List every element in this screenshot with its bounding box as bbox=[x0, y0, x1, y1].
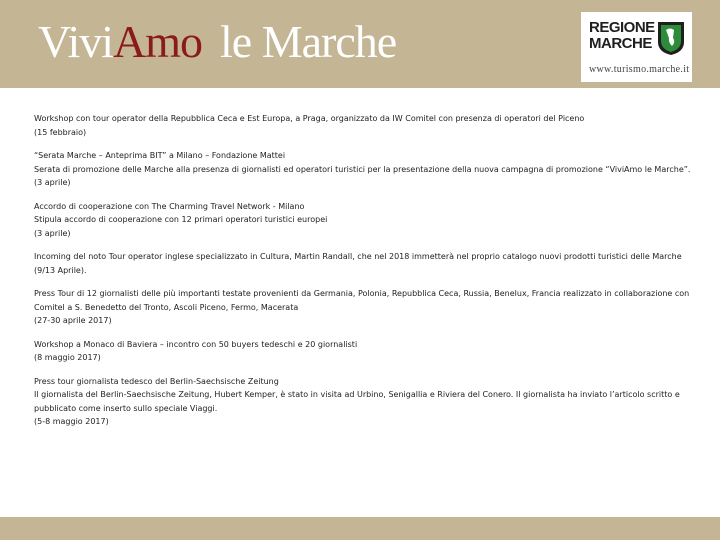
entry-text: Serata di promozione delle Marche alla presenza di giornalisti ed operatori turistici per la presentazione della nuova campagna di promozione “ViviAmo le Marche”. bbox=[34, 164, 691, 174]
entry-title: “Serata Marche – Anteprima BIT” a Milano – Fondazione Mattei bbox=[34, 151, 286, 160]
logo-line-marche: MARCHE bbox=[589, 35, 652, 52]
list-item bbox=[34, 149, 694, 190]
entry-title: Accordo di cooperazione con The Charming Travel Network - Milano bbox=[34, 201, 305, 211]
entry-date: (5-8 maggio 2017) bbox=[34, 417, 109, 426]
entry-title: Press tour giornalista tedesco del Berlin-Saechsische Zeitung bbox=[34, 376, 279, 386]
list-item bbox=[34, 112, 694, 139]
entry-text: Stipula accordo di cooperazione con 12 primari operatori turistici europei bbox=[34, 215, 328, 224]
footer-bar bbox=[0, 517, 720, 540]
entry-date: (9/13 Aprile). bbox=[34, 265, 87, 275]
regione-marche-logo bbox=[581, 12, 692, 82]
brand-title-vivi: Vivi bbox=[38, 16, 114, 67]
entry-date: (27-30 aprile 2017) bbox=[34, 316, 112, 325]
entry-date: (3 aprile) bbox=[34, 178, 71, 187]
entry-text: Press Tour di 12 giornalisti delle più importanti testate provenienti da Germania, Polonia, Repubblica Ceca, Russia, Benelux, Francia realizzato in collaborazione con Comitel a S. Benedetto del Tronto, Ascoli Piceno, Fermo, Macerata bbox=[34, 289, 690, 312]
logo-wordmark bbox=[589, 20, 655, 52]
list-item bbox=[34, 375, 694, 429]
website-url: www.turismo.marche.it bbox=[589, 64, 690, 75]
regional-emblem-icon bbox=[656, 20, 686, 56]
list-item bbox=[34, 338, 694, 365]
entry-text: Workshop a Monaco di Baviera – incontro con 50 buyers tedeschi e 20 giornalisti bbox=[34, 339, 358, 349]
entry-date: (3 aprile) bbox=[34, 228, 71, 238]
brand-title-le-marche: le Marche bbox=[220, 16, 397, 67]
activity-list bbox=[34, 112, 694, 439]
brand-title-amo: Amo bbox=[113, 16, 203, 67]
entry-date: (15 febbraio) bbox=[34, 127, 87, 137]
list-item bbox=[34, 200, 694, 241]
list-item bbox=[34, 287, 694, 328]
entry-date: (8 maggio 2017) bbox=[34, 353, 101, 362]
entry-text: Incoming del noto Tour operator inglese specializzato in Cultura, Martin Randall, che nel 2018 immetterà nel proprio catalogo nuovi prodotti turistici delle Marche bbox=[34, 252, 682, 261]
logo-line-regione: REGIONE bbox=[589, 19, 655, 36]
brand-title bbox=[38, 14, 396, 70]
entry-text: Il giornalista del Berlin-Saechsische Zeitung, Hubert Kemper, è stato in visita ad Urbino, Senigallia e Riviera del Conero. Il giornalista ha inviato l’articolo scritto e pubblicato come inserto sullo speciale Viaggi. bbox=[34, 390, 680, 413]
header-banner bbox=[0, 0, 720, 88]
list-item bbox=[34, 250, 694, 277]
entry-text: Workshop con tour operator della Repubblica Ceca e Est Europa, a Praga, organizzato da IW Comitel con presenza di operatori del Piceno bbox=[34, 114, 585, 123]
